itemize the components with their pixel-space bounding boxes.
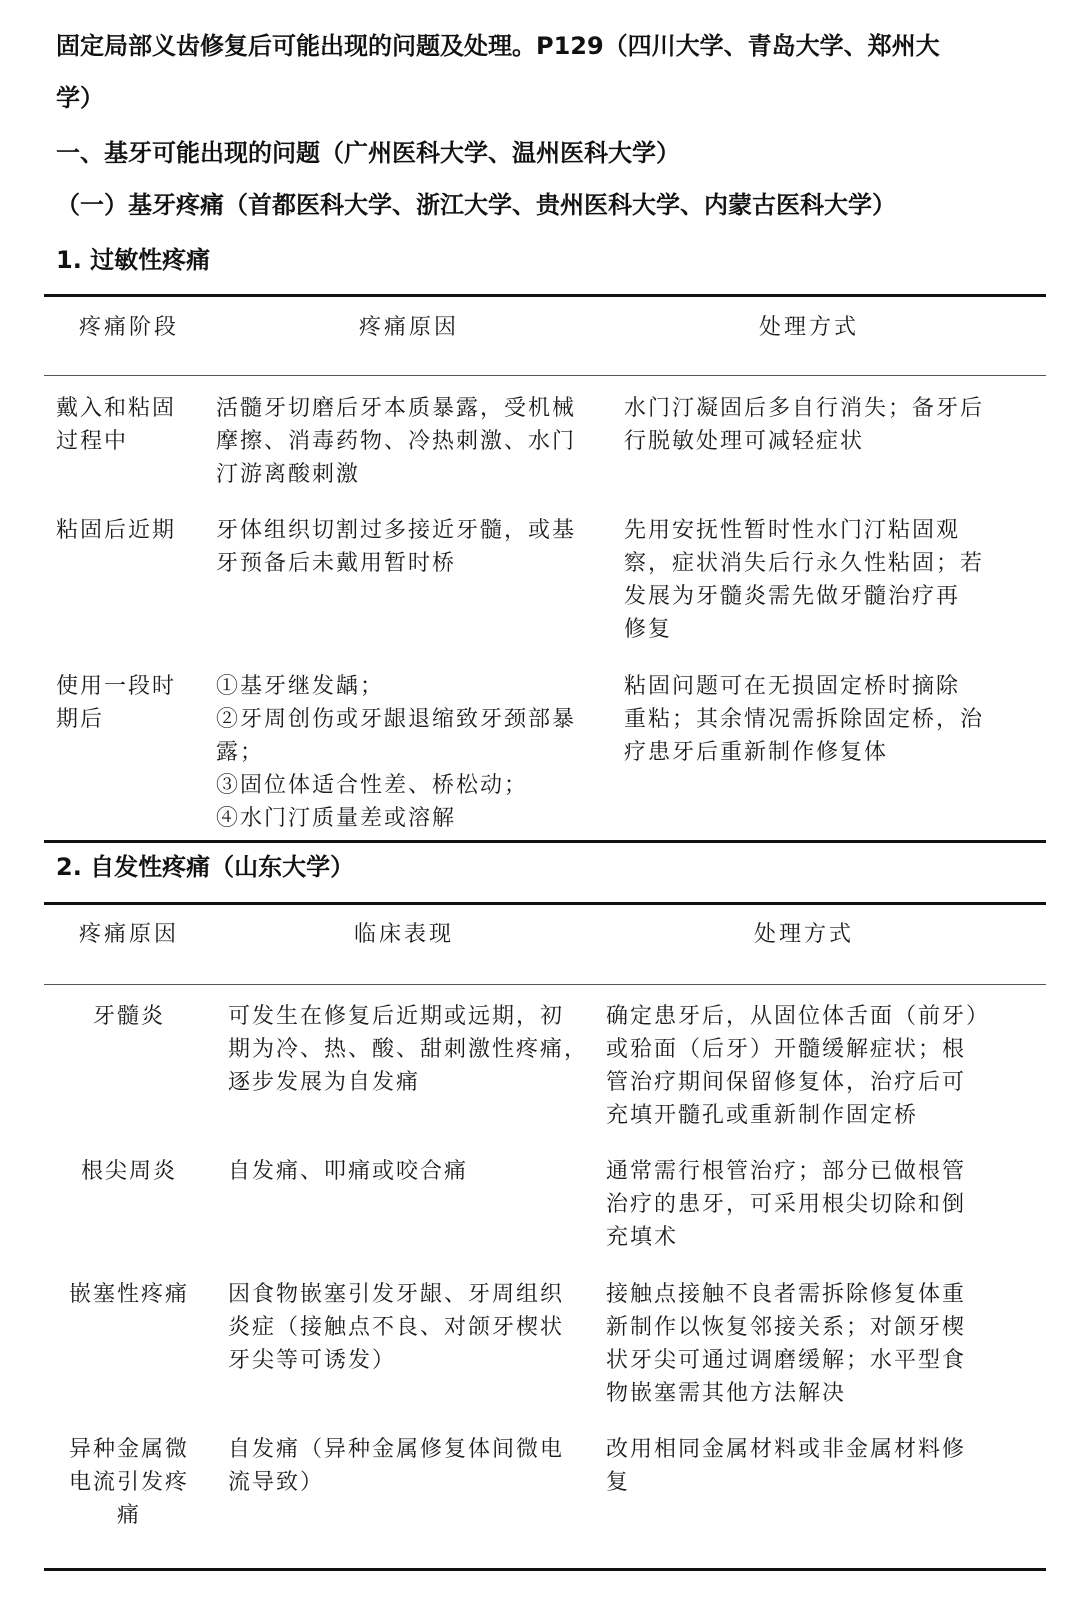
subheading-allergic-pain: 1. 过敏性疼痛 [56,246,211,274]
table1-header-treatment: 处理方式 [758,315,859,340]
table1-row2-cause: 牙体组织切割过多接近牙髓，或基 牙预备后未戴用暂时桥 [216,518,577,576]
title-line-2: 学） [56,84,104,112]
table2-header-symptom: 临床表现 [353,922,454,947]
table2-row1-treatment: 确定患牙后，从固位体舌面（前牙） 或𬌗面（后牙）开髓缓解症状；根 管治疗期间保留修复体，治疗后可 充填开髓孔或重新制作固定桥 [606,1004,991,1128]
table2-row4-cause: 异种金属微 电流引发疼 痛 [68,1437,189,1528]
table1-header-rule [44,375,1046,376]
table2-row2-treatment: 通常需行根管治疗；部分已做根管 治疗的患牙，可采用根尖切除和倒 充填术 [606,1159,967,1250]
subsection-heading-1: （一）基牙疼痛（首都医科大学、浙江大学、贵州医科大学、内蒙古医科大学） [56,191,896,219]
table1-row1-treatment: 水门汀凝固后多自行消失；备牙后 行脱敏处理可减轻症状 [624,396,985,454]
table1-header-stage: 疼痛阶段 [78,315,179,340]
table2-header-cause: 疼痛原因 [78,922,179,947]
table1-row3-stage: 使用一段时 期后 [56,674,177,732]
table1-header-cause: 疼痛原因 [358,315,459,340]
title-line-1: 固定局部义齿修复后可能出现的问题及处理。P129（四川大学、青岛大学、郑州大 [56,32,940,60]
table1-top-rule [44,294,1046,297]
table2-header-rule [44,984,1046,985]
table1-row1-cause: 活髓牙切磨后牙本质暴露，受机械 摩擦、消毒药物、冷热刺激、水门 汀游离酸刺激 [216,396,577,487]
table1-row2-treatment: 先用安抚性暂时性水门汀粘固观 察，症状消失后行永久性粘固；若 发展为牙髓炎需先做牙髓治疗再 修复 [624,518,985,642]
table2-row1-symptom: 可发生在修复后近期或远期，初 期为冷、热、酸、甜刺激性疼痛， 逐步发展为自发痛 [228,1004,589,1095]
table2-bottom-rule [44,1568,1046,1571]
table2-row3-cause: 嵌塞性疼痛 [68,1282,189,1307]
table1-row3-cause: ①基牙继发龋； ②牙周创伤或牙龈退缩致牙颈部暴 露； ③固位体适合性差、桥松动； ④水门汀质量差或溶解 [216,674,577,831]
table2-row1-cause: 牙髓炎 [92,1004,165,1029]
table2-row2-symptom: 自发痛、叩痛或咬合痛 [228,1159,469,1184]
table1-row1-stage: 戴入和粘固 过程中 [56,396,177,454]
table2-top-rule [44,902,1046,905]
table1-row3-treatment: 粘固问题可在无损固定桥时摘除 重粘；其余情况需拆除固定桥，治 疗患牙后重新制作修复体 [624,674,985,765]
table2-row3-treatment: 接触点接触不良者需拆除修复体重 新制作以恢复邻接关系；对颌牙楔 状牙尖可通过调磨缓解；水平型食 物嵌塞需其他方法解决 [606,1282,967,1406]
table2-row3-symptom: 因食物嵌塞引发牙龈、牙周组织 炎症（接触点不良、对颌牙楔状 牙尖等可诱发） [228,1282,565,1373]
table2-row2-cause: 根尖周炎 [80,1159,177,1184]
table2-row4-treatment: 改用相同金属材料或非金属材料修 复 [606,1437,967,1495]
subheading-spontaneous-pain: 2. 自发性疼痛（山东大学） [56,853,355,881]
table1-row2-stage: 粘固后近期 [56,518,177,543]
section-heading-1: 一、基牙可能出现的问题（广州医科大学、温州医科大学） [56,139,680,167]
table2-row4-symptom: 自发痛（异种金属修复体间微电 流导致） [228,1437,565,1495]
table2-header-treatment: 处理方式 [753,922,854,947]
